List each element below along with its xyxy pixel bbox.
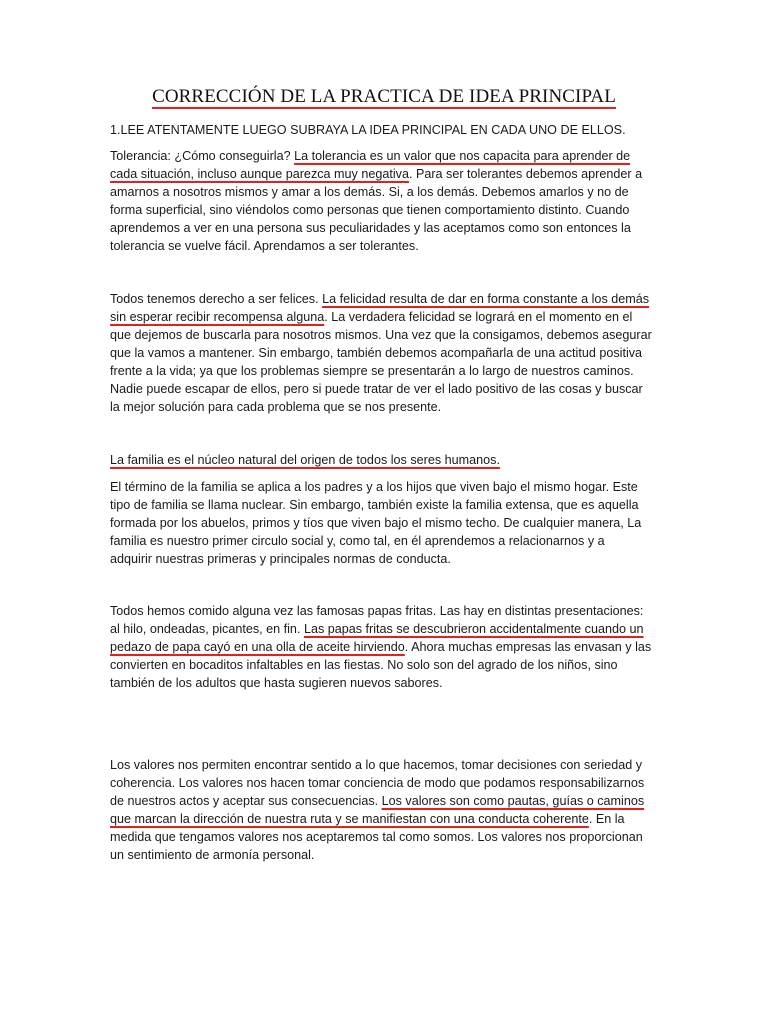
paragraph-familia: El término de la familia se aplica a los padres y a los hijos que viven bajo el mismo hogar. Este tipo de familia se llama nuclear. Sin embargo, también existe la familia extensa, que es aquella formada por los abuelos, primos y tíos que viven bajo el mismo techo. De cualquier manera, La familia es nuestro primer circulo social y, como tal, en él aprendemos a relacionarnos y a adquirir nuestras primeras y principales normas de conducta. — [110, 480, 642, 566]
main-idea-underlined: Las papas fritas se descubrieron accidentalmente cuando un pedazo de papa cayó en una olla de aceite hirviendo — [110, 622, 644, 654]
paragraph-text: Todos hemos comido alguna vez las famosas papas fritas. Las hay en distintas presentaciones: al hilo, ondeadas, picantes, en fin. — [110, 604, 644, 636]
paragraph-felicidad — [110, 290, 662, 416]
document-title-text: CORRECCIÓN DE LA PRACTICA DE IDEA PRINCIPAL — [152, 86, 616, 107]
paragraph-text: Los valores nos permiten encontrar sentido a lo que hacemos, tomar decisiones con seriedad y coherencia. Los valores nos hacen tomar conciencia de modo que podamos responsabilizarnos de nuestros actos y aceptar sus consecuencias. — [110, 758, 645, 808]
paragraph-text: . Ahora muchas empresas las envasan y las convierten en bocaditos infaltables en las fiestas. No solo son del agrado de los niños, sino también de los adultos que hasta sugieren nuevos sabores. — [110, 640, 652, 690]
paragraph-papas-fritas — [110, 602, 662, 692]
paragraph-text: Todos tenemos derecho a ser felices. — [110, 292, 323, 306]
paragraph-text: . En la medida que tengamos valores nos aceptaremos tal como somos. Los valores nos proporcionan un sentimiento de armonía personal. — [110, 812, 643, 862]
paragraph-tolerancia — [110, 147, 662, 255]
main-idea-underlined: La tolerancia es un valor que nos capacita para aprender de cada situación, incluso aunque parezca muy negativa — [110, 149, 631, 181]
paragraph-text: . Para ser tolerantes debemos aprender a amarnos a nosotros mismos y amar a los demás. Si, a los demás. Debemos amarlos y no de forma superficial, sino viéndolos como personas que tienen comportamiento distinto. Cuando aprendemos a ver en una persona sus peculiaridades y las aceptamos como son entonces la tolerancia se vuelve fácil. Aprendamos a ser tolerantes. — [110, 167, 643, 253]
document-title — [0, 86, 768, 108]
paragraph-text: . La verdadera felicidad se logrará en el momento en el que dejemos de buscarla para nosotros mismos. Una vez que la consigamos, debemos asegurar que la vamos a mantener. Sin embargo, también debemos acompañarla de una actitud positiva frente a la vida; ya que los problemas siempre se presentarán a lo largo de nuestros caminos. Nadie puede escapar de ellos, pero si puede tratar de ver el lado positivo de las cosas y buscar la mejor solución para cada problema que se nos presente. — [110, 310, 652, 414]
paragraph-text: Tolerancia: ¿Cómo conseguirla? — [110, 149, 295, 163]
main-idea-underlined: La familia es el núcleo natural del origen de todos los seres humanos. — [110, 453, 500, 467]
paragraph-valores — [110, 756, 662, 864]
main-idea-underlined: La felicidad resulta de dar en forma constante a los demás sin esperar recibir recompensa alguna — [110, 292, 650, 324]
instruction: 1.LEE ATENTAMENTE LUEGO SUBRAYA LA IDEA PRINCIPAL EN CADA UNO DE ELLOS. — [110, 123, 626, 137]
paragraph-familia-main — [110, 451, 662, 469]
main-idea-underlined: Los valores son como pautas, guías o caminos que marcan la dirección de nuestra ruta y se manifiestan con una conducta coherente — [110, 794, 645, 826]
